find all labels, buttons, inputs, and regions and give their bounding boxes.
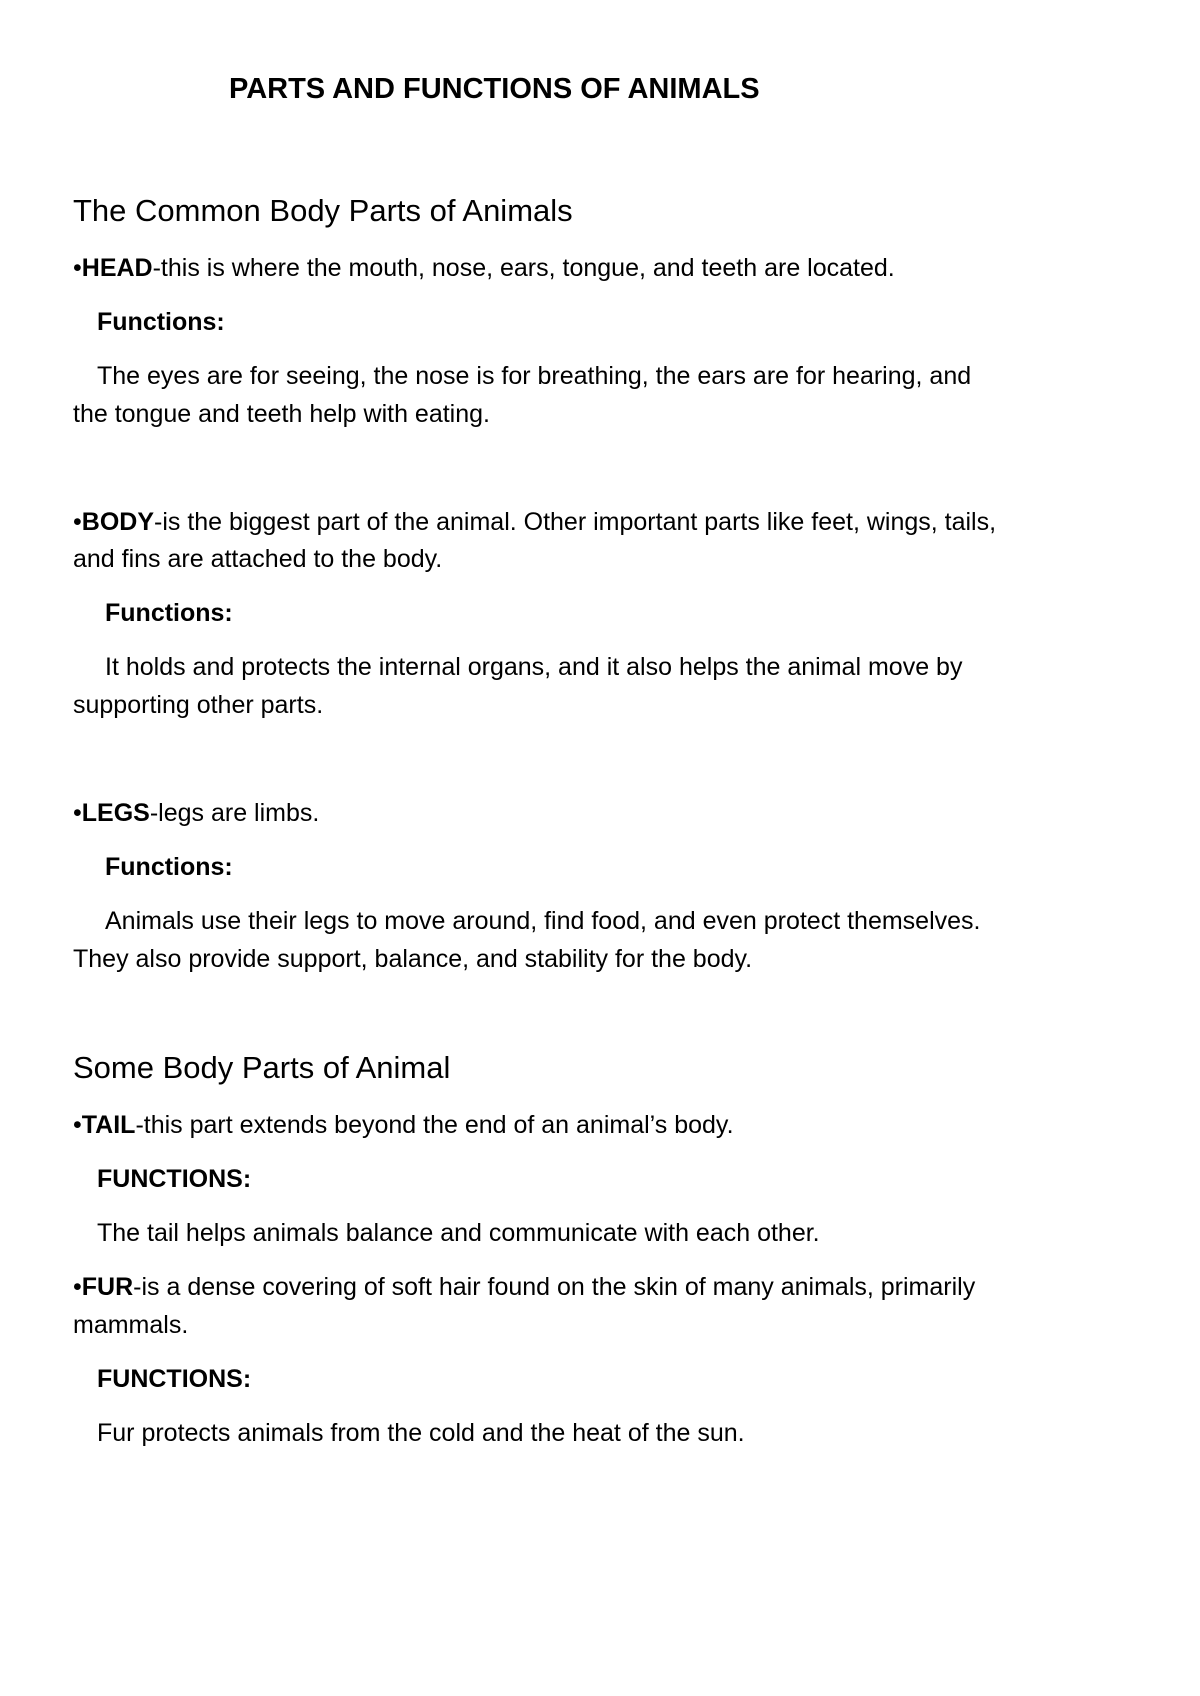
body-functions-label: Functions: (105, 599, 233, 627)
body-entry (73, 508, 996, 537)
legs-functions-label: Functions: (105, 853, 233, 881)
fur-functions-text: Fur protects animals from the cold and the heat of the sun. (97, 1419, 745, 1447)
section-heading-common-body-parts: The Common Body Parts of Animals (73, 193, 573, 228)
body-functions-text-line1: It holds and protects the internal organs, and it also helps the animal move by (105, 653, 963, 681)
head-functions-label: Functions: (97, 308, 225, 336)
body-functions-text-line2: supporting other parts. (73, 691, 324, 719)
bullet: • (73, 1111, 82, 1139)
tail-term: TAIL (81, 1111, 136, 1139)
head-term: HEAD (81, 254, 153, 282)
tail-functions-text: The tail helps animals balance and communicate with each other. (97, 1219, 820, 1247)
tail-functions-label: FUNCTIONS: (97, 1165, 252, 1193)
body-term: BODY (81, 508, 154, 536)
head-definition: -this is where the mouth, nose, ears, tongue, and teeth are located. (152, 254, 895, 282)
fur-definition-line1: -is a dense covering of soft hair found on the skin of many animals, primarily (133, 1273, 976, 1301)
head-entry (73, 254, 895, 283)
bullet: • (73, 1273, 82, 1301)
legs-functions-text-line2: They also provide support, balance, and stability for the body. (73, 945, 753, 973)
legs-term: LEGS (81, 799, 150, 827)
fur-term: FUR (81, 1273, 134, 1301)
bullet: • (73, 508, 82, 536)
head-functions-text-line1: The eyes are for seeing, the nose is for breathing, the ears are for hearing, and (97, 362, 972, 390)
tail-definition: -this part extends beyond the end of an animal’s body. (135, 1111, 734, 1139)
body-definition-line1: -is the biggest part of the animal. Other important parts like feet, wings, tails, (154, 508, 997, 536)
legs-entry (73, 799, 319, 828)
head-functions-text-line2: the tongue and teeth help with eating. (73, 400, 490, 428)
tail-entry (73, 1111, 734, 1140)
body-definition-line2: and fins are attached to the body. (73, 545, 443, 573)
document-title: PARTS AND FUNCTIONS OF ANIMALS (229, 73, 760, 105)
fur-definition-line2: mammals. (73, 1311, 189, 1339)
fur-functions-label: FUNCTIONS: (97, 1365, 252, 1393)
bullet: • (73, 799, 82, 827)
section-heading-some-body-parts: Some Body Parts of Animal (73, 1050, 451, 1085)
fur-entry (73, 1273, 975, 1302)
legs-definition: -legs are limbs. (149, 799, 320, 827)
legs-functions-text-line1: Animals use their legs to move around, find food, and even protect themselves. (105, 907, 981, 935)
bullet: • (73, 254, 82, 282)
